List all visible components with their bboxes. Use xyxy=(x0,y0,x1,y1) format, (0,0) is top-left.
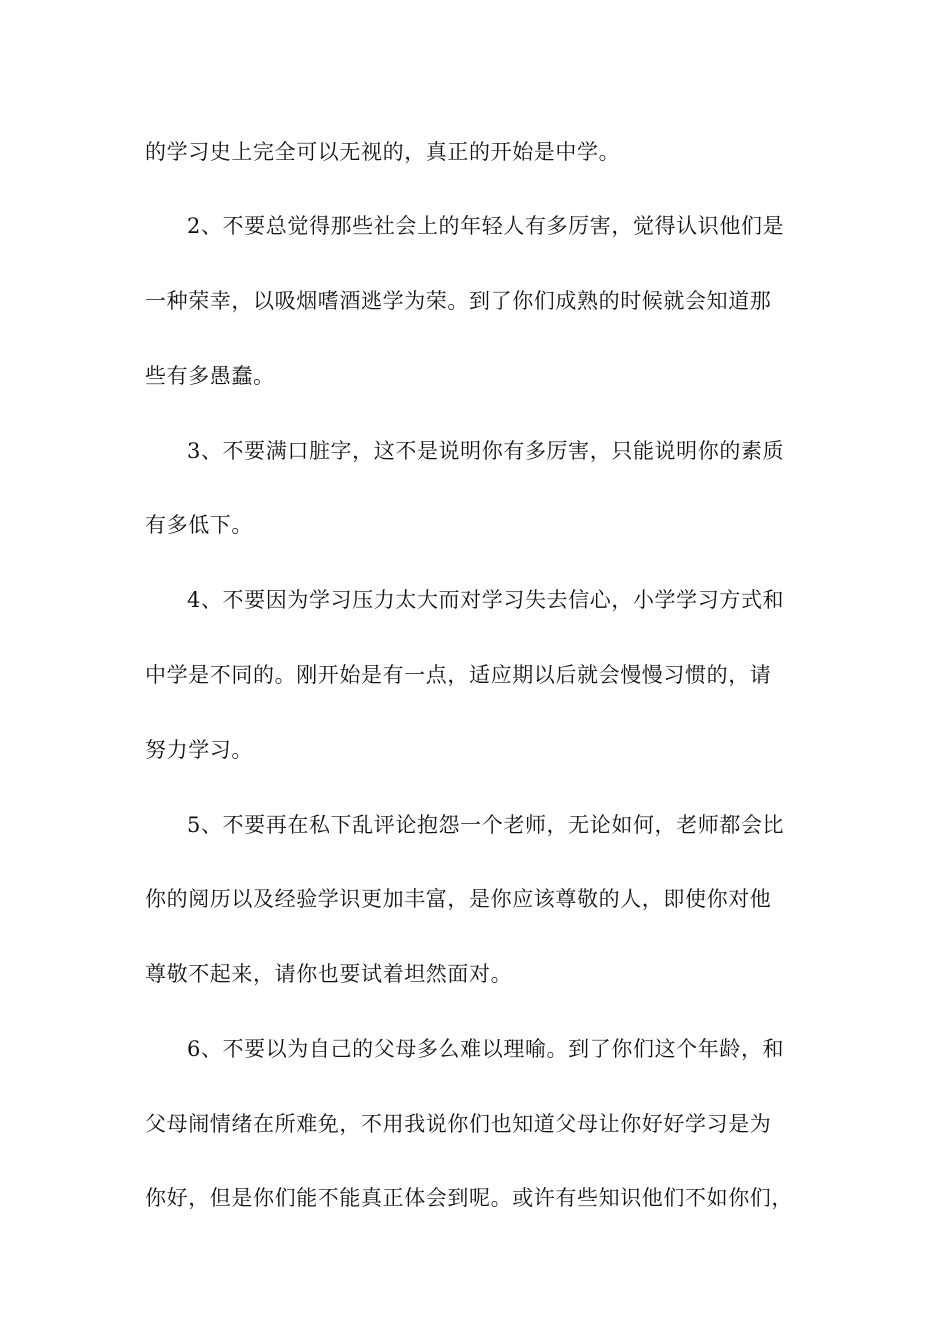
text-line: 2、不要总觉得那些社会上的年轻人有多厉害，觉得认识他们是 xyxy=(187,214,785,238)
text-line: 的学习史上完全可以无视的，真正的开始是中学。 xyxy=(145,140,621,164)
text-line: 有多低下。 xyxy=(145,513,253,537)
text-line: 你的阅历以及经验学识更加丰富，是你应该尊敬的人，即使你对他 xyxy=(145,887,772,911)
text-line: 尊敬不起来，请你也要试着坦然面对。 xyxy=(145,962,513,986)
text-line: 4、不要因为学习压力太大而对学习失去信心，小学学习方式和 xyxy=(187,588,785,612)
text-line: 些有多愚蠢。 xyxy=(145,364,275,388)
text-line: 一种荣幸，以吸烟嗜酒逃学为荣。到了你们成熟的时候就会知道那 xyxy=(145,289,772,313)
text-line: 5、不要再在私下乱评论抱怨一个老师，无论如何，老师都会比 xyxy=(187,813,785,837)
text-line: 父母闹情绪在所难免，不用我说你们也知道父母让你好好学习是为 xyxy=(145,1112,772,1136)
text-line: 6、不要以为自己的父母多么难以理喻。到了你们这个年龄，和 xyxy=(187,1037,785,1061)
text-line: 你好，但是你们能不能真正体会到呢。或许有些知识他们不如你们， xyxy=(145,1186,793,1210)
text-line: 3、不要满口脏字，这不是说明你有多厉害，只能说明你的素质 xyxy=(187,439,785,463)
text-line: 中学是不同的。刚开始是有一点，适应期以后就会慢慢习惯的，请 xyxy=(145,663,772,687)
text-line: 努力学习。 xyxy=(145,738,253,762)
